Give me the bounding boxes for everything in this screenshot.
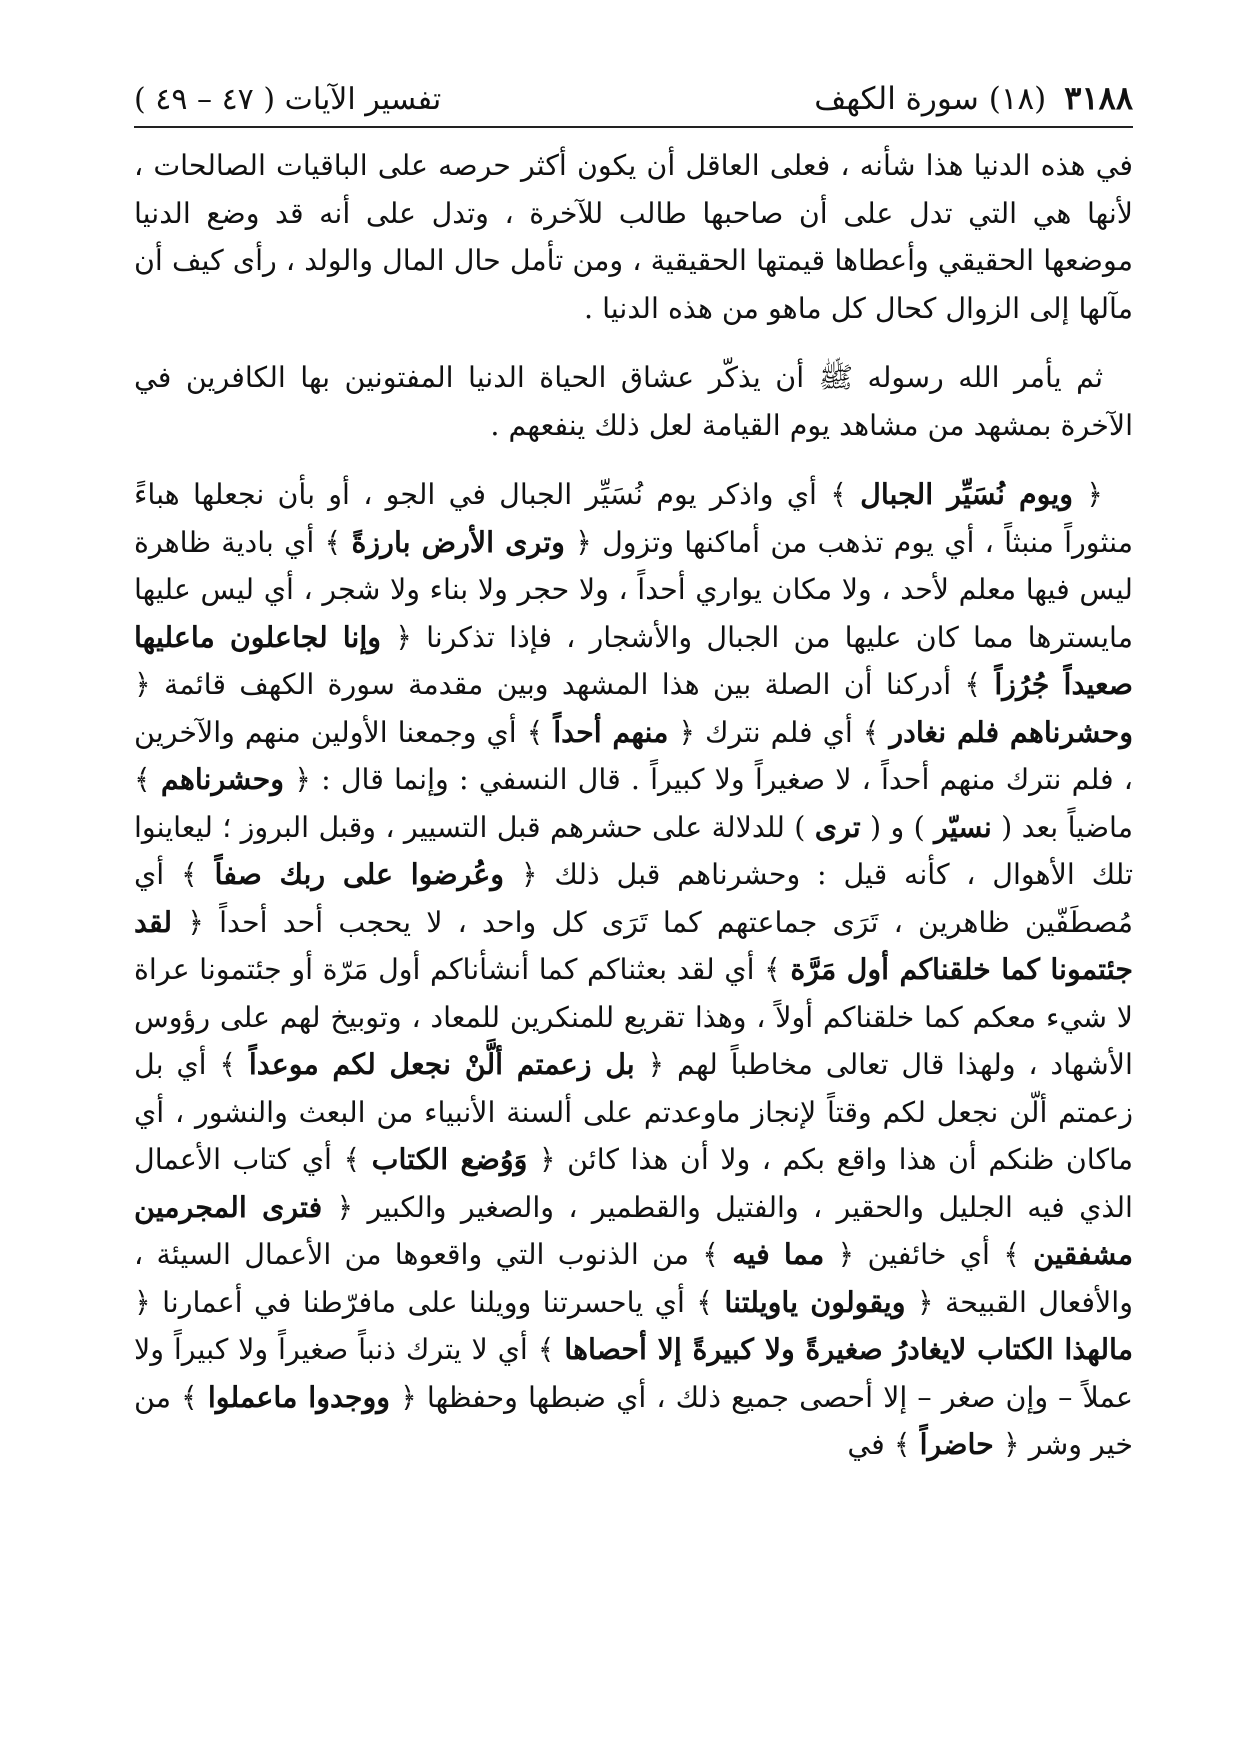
quran-quote: مالهذا الكتاب لايغادرُ صغيرةً ولا كبيرةً إلا أحصاها	[564, 1332, 1133, 1366]
ornate-bracket: ﴾	[219, 1048, 249, 1081]
commentary-text: ثم يأمر الله رسوله ﷺ أن يذكّر عشاق الحياة الدنيا المفتونين بها الكافرين في الآخرة بمشهد من مشاهد يوم القيامة لعل ذلك ينفعهم .	[134, 361, 1133, 442]
paragraph-2	[134, 354, 1133, 449]
quran-quote: فترى المجرمين مشفقين	[134, 1189, 1133, 1271]
ornate-bracket: ﴿	[134, 668, 151, 701]
ornate-bracket: ﴾	[893, 1428, 920, 1461]
ornate-bracket: ﴾	[1003, 1238, 1034, 1271]
commentary-text: أي لا يترك ذنباً صغيراً ولا كبيراً ولا عملاً – وإن صغر – إلا أحصى جميع ذلك ، أي ضبطها وحفظها	[134, 1333, 1133, 1414]
paragraph-1	[134, 142, 1133, 332]
commentary-text: أي بل زعمتم ألّن نجعل لكم وقتاً لإنجاز ماوعدتم على ألسنة الأنبياء من البعث والنشور ، أي ماكان ظنكم أن هذا واقع بكم ، ولا أن هذا كائن	[134, 1048, 1133, 1176]
ornate-bracket: ﴿	[564, 525, 592, 559]
section-title: تفسير الآيات ( ٤٧ – ٤٩ )	[134, 82, 442, 117]
commentary-text: أي لقد بعثناكم كما أنشأناكم أول مَرّة أو جئتمونا عراة لا شيء معكم كما خلقناكم أولاً ، وهذا تقريع للمنكرين للمعاد ، وتوبيخ لهم على رؤوس الأشهاد ، ولهذا قال تعالى مخاطباً لهم	[134, 953, 1133, 1081]
ornate-bracket: ﴾	[964, 668, 995, 701]
commentary-text: في	[847, 1428, 894, 1461]
commentary-text: أي واذكر يوم نُسَيِّر الجبال في الجو ، أو بأن نجعلها هباءً منثوراً منبثاً ، أي يوم تذهب من أماكنها وتزول	[134, 478, 1133, 559]
commentary-text: أي مُصطَفّين ظاهرين ، تَرَى جماعتهم كما تَرَى كل واحد ، لا يحجب أحد أحداً	[134, 858, 1133, 939]
ornate-bracket: ﴿	[824, 1238, 855, 1271]
ornate-bracket: ﴾	[830, 478, 861, 511]
body-text	[134, 142, 1133, 1469]
ornate-bracket: ﴿	[390, 1380, 417, 1414]
ornate-bracket: ﴿	[172, 905, 204, 939]
ornate-bracket: ﴾	[764, 953, 791, 986]
quran-quote: وحشرناهم فلم نغادر	[889, 714, 1134, 749]
quran-quote: حاضراً	[919, 1427, 994, 1461]
header-right	[814, 78, 1133, 119]
commentary-text: ) و (	[860, 810, 935, 844]
ornate-bracket: ﴿	[284, 763, 311, 796]
commentary-text: أي كتاب الأعمال الذي فيه الجليل والحقير ، والفتيل والقطمير ، والصغير والكبير	[134, 1143, 1133, 1224]
quran-quote: ترى	[814, 809, 861, 844]
page-number: ٣١٨٨	[1064, 79, 1133, 117]
ornate-bracket: ﴾	[181, 1380, 208, 1414]
commentary-text: من خير وشر	[134, 1380, 1133, 1461]
quran-quote: بل زعمتم ألَّنْ نجعل لكم موعداً	[248, 1047, 635, 1081]
ornate-bracket: ﴿	[634, 1048, 665, 1081]
quran-quote: مما فيه	[732, 1237, 825, 1271]
ornate-bracket: ﴾	[862, 715, 890, 749]
paragraph-3	[134, 471, 1133, 1469]
commentary-text: من الذنوب التي واقعوها من الأعمال السيئة ، والأفعال القبيحة	[134, 1238, 1133, 1319]
commentary-text: ) للدلالة على حشرهم قبل التسيير ، وقبل البروز ؛ ليعاينوا تلك الأهوال ، كأنه قيل : وحشرناهم قبل ذلك	[134, 810, 1134, 891]
commentary-text: أي خائفين	[854, 1238, 1004, 1271]
commentary-text: ماضياً بعد (	[991, 810, 1133, 844]
quran-quote: لقد جئتمونا كما خلقناكم أول مَرَّة	[134, 904, 1133, 986]
commentary-text: أي فلم نترك	[695, 715, 863, 749]
ornate-bracket: ﴾	[324, 525, 352, 559]
quran-quote: وإنا لجاعلون ماعليها صعيداً جُرُزاً	[134, 619, 1133, 701]
quran-quote: نسيّر	[934, 809, 992, 844]
ornate-bracket: ﴿	[527, 1143, 556, 1176]
ornate-bracket: ﴿	[1073, 478, 1103, 511]
ornate-bracket: ﴿	[993, 1428, 1020, 1461]
ornate-bracket: ﴾	[343, 1143, 372, 1176]
commentary-text: أدركنا أن الصلة بين هذا المشهد وبين مقدمة سورة الكهف قائمة	[150, 668, 965, 701]
surah-title: (١٨) سورة الكهف	[814, 81, 1047, 117]
ornate-bracket: ﴾	[181, 858, 215, 891]
ornate-bracket: ﴾	[537, 1333, 565, 1366]
quran-quote: وترى الأرض بارزةً	[351, 524, 565, 559]
quran-quote: ووجدوا ماعملوا	[207, 1379, 391, 1414]
ornate-bracket: ﴿	[504, 858, 538, 891]
quran-quote: وَوُضع الكتاب	[371, 1142, 528, 1176]
running-header	[134, 78, 1133, 128]
ornate-bracket: ﴿	[668, 715, 696, 749]
ornate-bracket: ﴾	[526, 715, 554, 749]
quran-quote: ويوم نُسَيِّر الجبال	[860, 477, 1074, 511]
commentary-text: أي بادية ظاهرة ليس فيها معلم لأحد ، ولا مكان يواري أحداً ، ولا حجر ولا بناء ولا شجر ، أي ليس عليها مايسترها مما كان عليها من الجبال والأشجار ، فإذا تذكرنا	[134, 525, 1133, 654]
ornate-bracket: ﴾	[702, 1238, 733, 1271]
quran-quote: ويقولون ياويلتنا	[724, 1284, 906, 1319]
commentary-text: أي ياحسرتنا وويلنا على مافرّطنا في أعمارنا	[150, 1285, 697, 1319]
ornate-bracket: ﴿	[905, 1285, 934, 1319]
commentary-text: أي وجمعنا الأولين منهم والآخرين ، فلم نترك منهم أحداً ، لا صغيراً ولا كبيراً . قال النسفي : وإنما قال :	[134, 715, 1133, 796]
quran-quote: وعُرضوا على ربك صفاً	[214, 857, 505, 891]
ornate-bracket: ﴾	[134, 763, 161, 796]
ornate-bracket: ﴿	[322, 1190, 354, 1224]
commentary-text: في هذه الدنيا هذا شأنه ، فعلى العاقل أن يكون أكثر حرصه على الباقيات الصالحات ، لأنها هي التي تدل على أن صاحبها طالب للآخرة ، وتدل على أنه قد وضع الدنيا موضعها الحقيقي وأعطاها قيمتها الحقيقية ، ومن تأمل حال المال والولد ، رأى كيف أن مآلها إلى الزوال كحال كل ماهو من هذه الدنيا .	[134, 149, 1133, 325]
ornate-bracket: ﴿	[134, 1285, 151, 1319]
ornate-bracket: ﴾	[696, 1285, 725, 1319]
ornate-bracket: ﴿	[381, 620, 412, 654]
quran-quote: منهم أحداً	[553, 714, 669, 749]
quran-quote: وحشرناهم	[160, 762, 285, 796]
